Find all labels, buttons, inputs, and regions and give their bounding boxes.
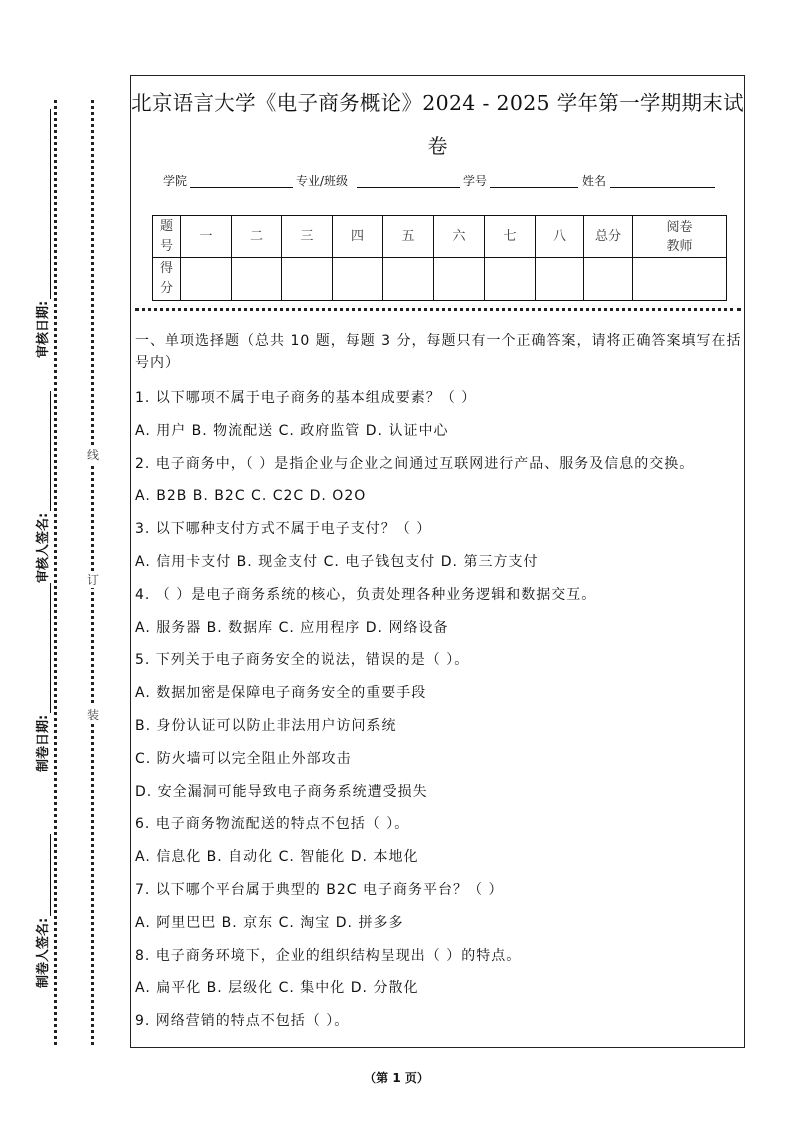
answer-options: A. 数据加密是保障电子商务安全的重要手段	[135, 685, 427, 702]
student-id-field[interactable]	[490, 173, 578, 188]
col-7: 七	[485, 216, 536, 258]
name-label: 姓名	[582, 174, 607, 188]
question-text: 5. 下列关于电子商务安全的说法，错误的是（ ）。	[135, 652, 470, 669]
score-table-score-row	[153, 258, 727, 301]
section-heading: 一、单项选择题（总共 10 题，每题 3 分，每题只有一个正确答案，请将正确答案填写在括号内）	[135, 333, 742, 371]
major-class-field[interactable]	[357, 173, 460, 188]
answer-options: D. 安全漏洞可能导致电子商务系统遭受损失	[135, 783, 428, 800]
question-section	[135, 330, 743, 1038]
answer-options: C. 防火墙可以完全阻止外部攻击	[135, 750, 352, 767]
score-table	[152, 215, 727, 301]
review-date-field	[32, 109, 51, 358]
answer-options: A. 服务器 B. 数据库 C. 应用程序 D. 网络设备	[135, 619, 449, 636]
binding-dotted-line-outer	[54, 100, 57, 1045]
score-cell[interactable]	[584, 258, 633, 301]
question-text: 7. 以下哪个平台属于典型的 B2C 电子商务平台？（ ）	[135, 881, 504, 898]
grader-cell[interactable]	[633, 258, 727, 301]
score-cell[interactable]	[485, 258, 536, 301]
creator-signature-label: 制卷人签名:	[36, 917, 51, 988]
creator-signature-line[interactable]	[38, 834, 51, 916]
review-date-line[interactable]	[38, 109, 51, 299]
score-cell[interactable]	[181, 258, 232, 301]
col-8: 八	[536, 216, 584, 258]
answer-options: A. 阿里巴巴 B. 京东 C. 淘宝 D. 拼多多	[135, 914, 404, 931]
question-number-header: 题号	[153, 216, 181, 258]
seal-dotted-divider	[135, 308, 741, 311]
col-3: 三	[282, 216, 333, 258]
major-class-label: 专业/班级	[296, 174, 349, 188]
answer-options: A. B2B B. B2C C. C2C D. O2O	[135, 488, 367, 505]
exam-title-continued: 卷	[427, 134, 448, 158]
answer-options: A. 信用卡支付 B. 现金支付 C. 电子钱包支付 D. 第三方支付	[135, 553, 539, 570]
page-number: （第 1 页）	[364, 1071, 429, 1085]
reviewer-signature-field	[32, 391, 51, 583]
question-text: 2. 电子商务中，（ ）是指企业与企业之间通过互联网进行产品、服务及信息的交换。	[135, 455, 695, 472]
col-total: 总分	[584, 216, 633, 258]
col-1: 一	[181, 216, 232, 258]
binding-mark-ding: 订	[84, 571, 102, 588]
score-cell[interactable]	[333, 258, 383, 301]
score-cell[interactable]	[282, 258, 333, 301]
college-field[interactable]	[190, 173, 293, 188]
question-text: 8. 电子商务环境下，企业的组织结构呈现出（ ）的特点。	[135, 947, 522, 964]
answer-options: B. 身份认证可以防止非法用户访问系统	[135, 717, 397, 734]
create-date-line[interactable]	[38, 583, 51, 713]
binding-mark-zhuang: 装	[84, 706, 102, 723]
score-cell[interactable]	[434, 258, 485, 301]
col-2: 二	[232, 216, 282, 258]
create-date-field	[32, 583, 51, 772]
col-5: 五	[383, 216, 434, 258]
review-date-label: 审核日期:	[36, 300, 51, 358]
student-id-label: 学号	[463, 174, 488, 188]
score-header: 得分	[153, 258, 181, 301]
question-list	[135, 382, 743, 1038]
college-label: 学院	[163, 174, 188, 188]
col-6: 六	[434, 216, 485, 258]
creator-signature-field	[32, 834, 51, 988]
score-table-header-row	[153, 216, 727, 258]
answer-options: A. 信息化 B. 自动化 C. 智能化 D. 本地化	[135, 849, 419, 866]
score-cell[interactable]	[536, 258, 584, 301]
create-date-label: 制卷日期:	[36, 714, 51, 772]
exam-title: 北京语言大学《电子商务概论》2024 - 2025 学年第一学期期末试	[131, 91, 744, 115]
question-text: 6. 电子商务物流配送的特点不包括（ ）。	[135, 816, 410, 833]
question-text: 1. 以下哪项不属于电子商务的基本组成要素？（ ）	[135, 390, 477, 406]
col-4: 四	[333, 216, 383, 258]
question-text: 9. 网络营销的特点不包括（ ）。	[135, 1013, 350, 1030]
question-text: 3. 以下哪种支付方式不属于电子支付？（ ）	[135, 521, 432, 538]
question-text: 4. （ ）是电子商务系统的核心，负责处理各种业务逻辑和数据交互。	[135, 586, 597, 603]
grader-header: 阅卷教师	[633, 216, 727, 258]
reviewer-signature-line[interactable]	[38, 391, 51, 511]
reviewer-signature-label: 审核人签名:	[36, 512, 51, 583]
answer-options: A. 扁平化 B. 层级化 C. 集中化 D. 分散化	[135, 980, 419, 997]
score-cell[interactable]	[232, 258, 282, 301]
answer-options: A. 用户 B. 物流配送 C. 政府监管 D. 认证中心	[135, 422, 449, 439]
binding-mark-xian: 线	[84, 446, 102, 463]
score-cell[interactable]	[383, 258, 434, 301]
name-field[interactable]	[610, 173, 715, 188]
